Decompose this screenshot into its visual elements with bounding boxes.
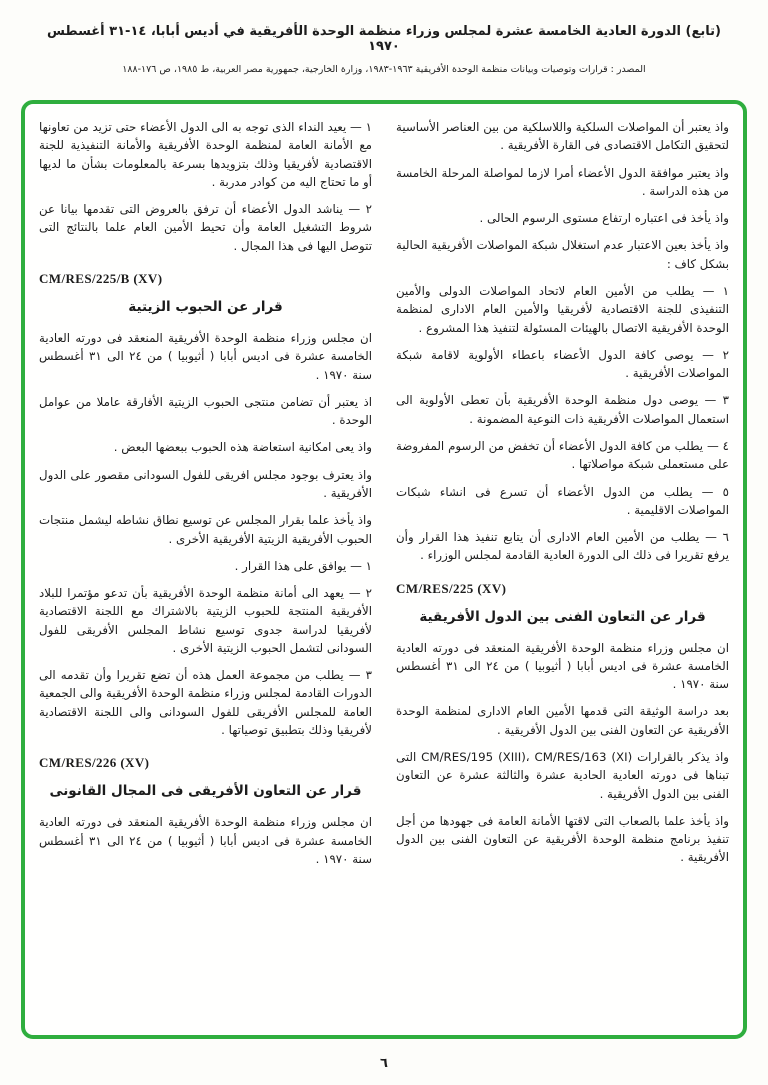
content-border-box <box>21 100 747 1039</box>
paragraph: ٢ — يناشد الدول الأعضاء أن ترفق بالعروض التى تقدمها بيانا عن شروط التشغيل العامة وأن تحيط الأمين العام علما بالنتائج التى تتوصل اليها فى هذا المجال . <box>39 202 372 253</box>
page-header <box>0 0 768 75</box>
paragraph: واذ يعتبر أن المواصلات السلكية واللاسلكية من بين العناصر الأساسية لتحقيق التكامل الاقتصادى فى القارة الأفريقية . <box>396 120 729 153</box>
paragraph: واذ يأخذ علما بقرار المجلس عن توسيع نطاق نشاطه ليشمل منتجات الحبوب الأفريقية الزيتية الأفريقية الأخرى . <box>39 513 372 546</box>
paragraph: ٣ — يطلب من مجموعة العمل هذه أن تضع تقريرا وأن تقدمه الى الدورات القادمة لمجلس وزراء منظمة الوحدة الأفريقية والى الجمعية العامة للمجلس الأفريقى للفول السودانى والى اللجنة الاقتصادية لأفريقيا وذلك بتطبيق توصياتها . <box>39 668 372 738</box>
session-title: (تابع) الدورة العادية الخامسة عشرة لمجلس وزراء منظمة الوحدة الأفريقية في أديس أبابا، ١٤-٣١ أغسطس ١٩٧٠ <box>47 24 721 54</box>
paragraph: ٢ — يعهد الى أمانة منظمة الوحدة الأفريقية بأن تدعو مؤتمرا للبلاد الأفريقية المنتجة للحبوب الزيتية بالاشتراك مع اللجنة الاقتصادية لأفريقيا لدراسة جدوى توسيع نشاط المجلس الأفريقى للفول السودانى لتشمل الحبوب الزيتية الأخرى . <box>39 586 372 655</box>
resolution-title: قرار عن الحبوب الزيتية <box>128 298 283 315</box>
resolution-code: CM/RES/225 (XV) <box>396 580 507 596</box>
resolution-code: CM/RES/226 (XV) <box>39 755 150 771</box>
paragraph: ٣ — يوصى دول منظمة الوحدة الأفريقية بأن تعطى الأولوية الى استعمال المواصلات الأفريقية ذات النوعية المضمونة . <box>396 393 729 426</box>
paragraph: واذ يذكر بالقرارات CM/RES/195 (XIII)، CM/RES/163 (XI) التى تبناها فى دورته العادية الحادية عشرة والثالثة عشرة عن التعاون الفنى بين الدول الأفريقية . <box>396 750 730 801</box>
paragraph: ان مجلس وزراء منظمة الوحدة الأفريقية المنعقد فى دورته العادية الخامسة عشرة فى اديس أبابا ( أثيوبيا ) من ٢٤ الى ٣١ أغسطس سنة ١٩٧٠ . <box>39 815 372 866</box>
source-line: المصدر : قرارات وتوصيات وبيانات منظمة الوحدة الأفريقية ١٩٦٣-١٩٨٣، وزارة الخارجية، جمهورية مصر العربية، ط ١٩٨٥، ص ١٧٦-١٨٨ <box>122 64 646 75</box>
paragraph: ٥ — يطلب من الدول الأعضاء أن تسرع فى انشاء شبكات المواصلات الاقليمية . <box>396 484 729 517</box>
resolution-code: CM/RES/225/B (XV) <box>39 270 163 286</box>
paragraph: واذ يعتبر موافقة الدول الأعضاء أمرا لازما لمواصلة المرحلة الخامسة من هذه الدراسة . <box>396 165 729 198</box>
paragraph: اذ يعتبر أن تضامن منتجى الحبوب الزيتية الأفارقة عاملا من عوامل الوحدة . <box>39 394 372 428</box>
column-left <box>39 118 372 1025</box>
paragraph: ١ — يعيد النداء الذى توجه به الى الدول الأعضاء حتى تزيد من تعاونها مع الأمانة العامة لمنظمة الوحدة الأفريقية والأمانة التنفيذية للجنة الاقتصادية لأفريقيا وذلك بتزويدها بسرعة بالمعلومات بشأن ما لديها أو ما تحتاج اليه من كوادر مدربة . <box>39 120 372 189</box>
two-column-text <box>39 118 729 1025</box>
column-right <box>396 118 729 1025</box>
paragraph: ٦ — يطلب من الأمين العام الادارى أن يتابع تنفيذ هذا القرار وأن يرفع تقريرا فى ذلك الى الدورة العادية القادمة لمجلس الوزراء . <box>396 530 729 563</box>
paragraph: واذ يأخذ فى اعتباره ارتفاع مستوى الرسوم الحالى . <box>479 211 729 226</box>
paragraph: ان مجلس وزراء منظمة الوحدة الأفريقية المنعقد فى دورته العادية الخامسة عشرة فى اديس أبابا ( أثيوبيا ) من ٢٤ الى ٣١ أغسطس سنة ١٩٧٠ . <box>396 640 729 692</box>
page-number: ٦ <box>380 1056 388 1071</box>
paragraph: ١ — يطلب من الأمين العام لاتحاد المواصلات الدولى والأمين التنفيذى للجنة الاقتصادية لأفريقيا والأمين العام الادارى لمنظمة الوحدة الأفريقية الاتصال بالهيئات المسئولة لتنفيذ هذا المشروع . <box>396 283 729 335</box>
paragraph: واذ يعترف بوجود مجلس افريقى للفول السودانى مقصور على الدول الأفريقية . <box>39 467 372 500</box>
resolution-title: قرار عن التعاون الفنى بين الدول الأفريقية <box>419 608 706 625</box>
paragraph: واذ يأخذ بعين الاعتبار عدم استغلال شبكة المواصلات الأفريقية الحالية بشكل كاف : <box>396 238 729 271</box>
resolution-title: قرار عن التعاون الأفريقى فى المجال القانونى <box>49 783 362 800</box>
paragraph: بعد دراسة الوثيقة التى قدمها الأمين العام الادارى لمنظمة الوحدة الأفريقية عن التعاون الفنى بين الدول الأفريقية . <box>396 704 729 737</box>
paragraph: ان مجلس وزراء منظمة الوحدة الأفريقية المنعقد فى دورته العادية الخامسة عشرة فى اديس أبابا ( أثيوبيا ) من ٢٤ الى ٣١ أغسطس سنة ١٩٧٠ . <box>39 330 372 382</box>
paragraph: واذ يعى امكانية استعاضة هذه الحبوب ببعضها البعض . <box>113 440 372 455</box>
paragraph: ٢ — يوصى كافة الدول الأعضاء باعطاء الأولوية لاقامة شبكة المواصلات الأفريقية . <box>396 347 729 381</box>
paragraph: ١ — يوافق على هذا القرار . <box>234 558 372 573</box>
paragraph: واذ يأخذ علما بالصعاب التى لاقتها الأمانة العامة فى جهودها من أجل تنفيذ برنامج منظمة الوحدة الأفريقية عن التعاون الفنى بين الدول الأفريقية . <box>396 813 729 865</box>
paragraph: ٤ — يطلب من كافة الدول الأعضاء أن تخفض من الرسوم المفروضة على مستعملى شبكة مواصلاتها . <box>396 438 729 472</box>
